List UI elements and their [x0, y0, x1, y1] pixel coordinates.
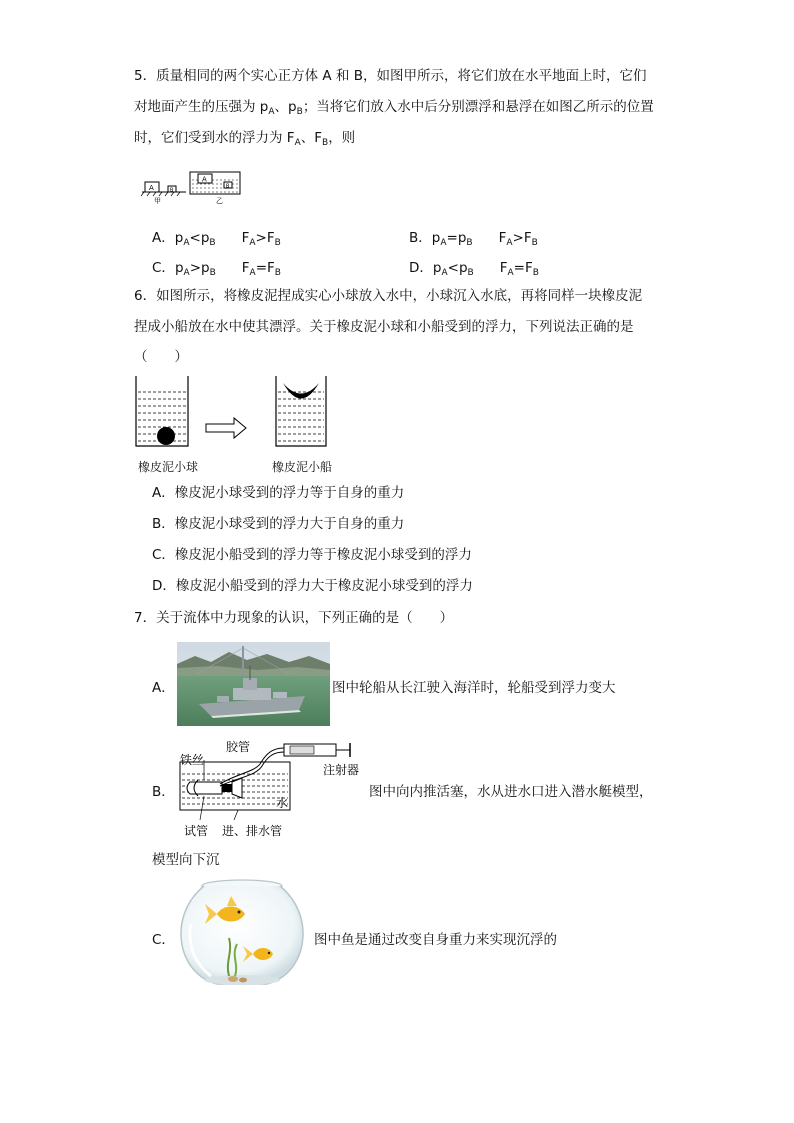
q6-caption-ball: 橡皮泥小球 [138, 460, 199, 474]
svg-text:铁丝: 铁丝 [180, 753, 205, 767]
q5-option-a[interactable]: A．$p_A<p_B$ $F_A>F_B$ [152, 230, 281, 248]
q6-option-a[interactable]: A．橡皮泥小球受到的浮力等于自身的重力 [152, 485, 405, 501]
q5-option-c[interactable]: C．$p_A>p_B$ $F_A=F_B$ [152, 260, 281, 278]
q5-option-b[interactable]: B．$p_A=p_B$ $F_A>F_B$ [409, 230, 538, 248]
q5-stem-line2: 对地面产生的压强为 $p_A$、$p_B$；当将它们放入水中后分别漂浮和悬浮在如图乙所示的位置 [134, 99, 654, 117]
svg-text:B: B [170, 187, 174, 194]
q6-option-c[interactable]: C．橡皮泥小船受到的浮力等于橡皮泥小球受到的浮力 [152, 547, 472, 563]
q7-option-a-text: 图中轮船从长江驶入海洋时，轮船受到浮力变大 [332, 680, 616, 696]
q7-fishbowl-image [177, 876, 307, 990]
q5-stem-line1: 5．质量相同的两个实心正方体 A 和 B，如图甲所示，将它们放在水平地面上时，它们 [134, 68, 647, 84]
q7-option-c-text: 图中鱼是通过改变自身重力来实现沉浮的 [314, 932, 557, 948]
svg-text:A: A [202, 175, 207, 184]
q5-option-d[interactable]: D．$p_A<p_B$ $F_A=F_B$ [409, 260, 539, 278]
q7-option-a-letter[interactable]: A． [152, 680, 175, 696]
q5-stem-line3: 时，它们受到水的浮力为 $F_A$、$F_B$，则 [134, 130, 356, 148]
svg-text:进、排水管: 进、排水管 [222, 824, 283, 838]
q6-stem-line3: （ ） [134, 349, 188, 365]
q7-option-b-letter[interactable]: B． [152, 784, 175, 800]
q6-caption-boat: 橡皮泥小船 [272, 460, 333, 474]
q6-figure-clay [132, 374, 332, 450]
svg-text:试管: 试管 [184, 824, 209, 838]
q5-figure-blocks [140, 166, 245, 206]
svg-text:乙: 乙 [216, 197, 223, 205]
q7-option-b-text2: 模型向下沉 [152, 852, 220, 868]
svg-text:注射器: 注射器 [323, 763, 360, 777]
q6-option-d[interactable]: D．橡皮泥小船受到的浮力大于橡皮泥小球受到的浮力 [152, 578, 473, 594]
q6-stem-line1: 6．如图所示，将橡皮泥捏成实心小球放入水中，小球沉入水底，再将同样一块橡皮泥 [134, 288, 643, 304]
q7-option-c-letter[interactable]: C． [152, 932, 175, 948]
q7-option-b-text: 图中向内推活塞，水从进水口进入潜水艇模型， [369, 784, 653, 800]
svg-text:胶管: 胶管 [226, 740, 251, 754]
q7-ship-photo [177, 642, 330, 726]
svg-text:B: B [226, 183, 230, 190]
q6-option-b[interactable]: B．橡皮泥小球受到的浮力大于自身的重力 [152, 516, 405, 532]
q7-submarine-diagram [176, 734, 366, 842]
q7-stem: 7．关于流体中力现象的认识，下列正确的是（ ） [134, 610, 454, 626]
q6-stem-line2: 捏成小船放在水中使其漂浮。关于橡皮泥小球和小船受到的浮力，下列说法正确的是 [134, 319, 634, 335]
svg-text:甲: 甲 [154, 197, 161, 205]
svg-text:A: A [149, 184, 154, 192]
svg-text:水: 水 [276, 796, 289, 810]
